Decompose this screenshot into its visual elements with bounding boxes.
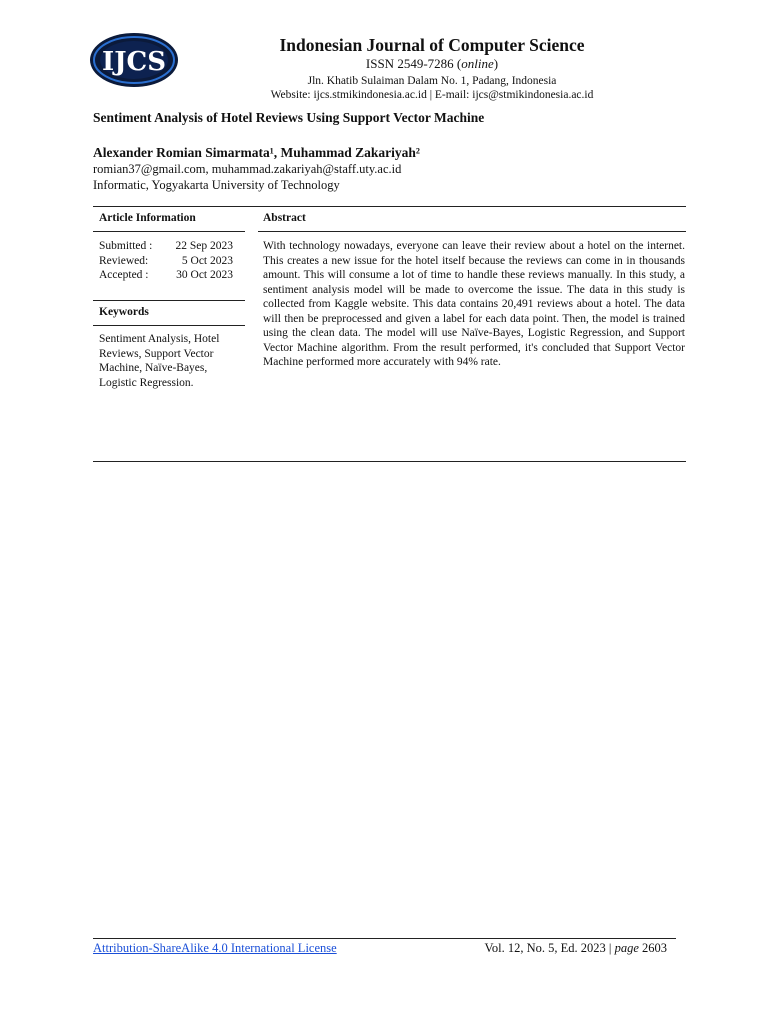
volume-info	[485, 941, 668, 956]
license-link[interactable]: Attribution-ShareAlike 4.0 International License	[93, 941, 337, 955]
paper-title: Sentiment Analysis of Hotel Reviews Using Support Vector Machine	[93, 110, 485, 125]
date-value: 30 Oct 2023	[176, 269, 233, 281]
date-value: 5 Oct 2023	[181, 254, 233, 267]
bottom-rule	[93, 461, 686, 462]
page-word: page	[614, 941, 639, 955]
author-emails[interactable]: romian37@gmail.com, muhammad.zakariyah@staff.uty.ac.id	[93, 162, 402, 176]
issn: ISSN 2549-7286	[365, 56, 454, 71]
journal-header	[186, 34, 678, 102]
keywords-header-rule	[93, 325, 245, 326]
ijcs-logo	[88, 32, 180, 88]
keywords-heading: Keywords	[99, 306, 149, 318]
info-header-rule	[93, 231, 245, 232]
journal-address: Jln. Khatib Sulaiman Dalam No. 1, Padang, Indonesia	[307, 75, 557, 87]
date-label: Accepted :	[99, 269, 149, 281]
affiliation: Informatic, Yogyakarta University of Technology	[93, 178, 340, 192]
article-info-heading: Article Information	[99, 212, 196, 224]
page-number: 2603	[642, 941, 667, 955]
abstract-heading: Abstract	[263, 212, 306, 224]
footer-rule	[93, 938, 676, 939]
date-row-reviewed	[99, 254, 233, 269]
authors: Alexander Romian Simarmata¹, Muhammad Zakariyah²	[93, 145, 420, 160]
date-label: Reviewed:	[99, 254, 149, 267]
date-label: Submitted :	[99, 240, 153, 252]
keywords-top-rule	[93, 300, 245, 301]
abstract-header-rule	[258, 231, 686, 232]
article-dates	[99, 239, 233, 283]
date-value: 22 Sep 2023	[175, 240, 233, 252]
keywords-text: Sentiment Analysis, Hotel Reviews, Support Vector Machine, Naïve-Bayes, Logistic Regression.	[99, 333, 220, 389]
top-rule	[93, 206, 686, 207]
date-row-submitted	[99, 239, 233, 254]
journal-website[interactable]: Website: ijcs.stmikindonesia.ac.id | E-mail: ijcs@stmikindonesia.ac.id	[270, 89, 594, 101]
date-row-accepted	[99, 268, 233, 283]
journal-title: Indonesian Journal of Computer Science	[279, 35, 585, 55]
issn-suffix: online	[461, 56, 494, 71]
issn-line: ISSN 2549-7286 (online)	[365, 56, 499, 71]
abstract-text: With technology nowadays, everyone can leave their review about a hotel on the internet. This creates a new issue for the hotel itself because the reviews can come in in thousands amount. This will consume a lot of time to handle these reviews manually. In this study, a sentiment analysis model will be made to overcome the issue. The data in this study is collected from Kaggle website. This data contains 20,491 reviews about a hotel. The data will then be preprocessed and given a label for each data point. Then, the model is trained using the clean data. The model will use Naïve-Bayes, Logistic Regression, and Support Vector Machine algorithm. From the result performed, it's concluded that Support Vector Machine performed more accurately with 94% rate.	[263, 240, 685, 368]
volume-text: Vol. 12, No. 5, Ed. 2023 |	[484, 941, 612, 955]
logo-text: IJCS	[102, 47, 166, 77]
